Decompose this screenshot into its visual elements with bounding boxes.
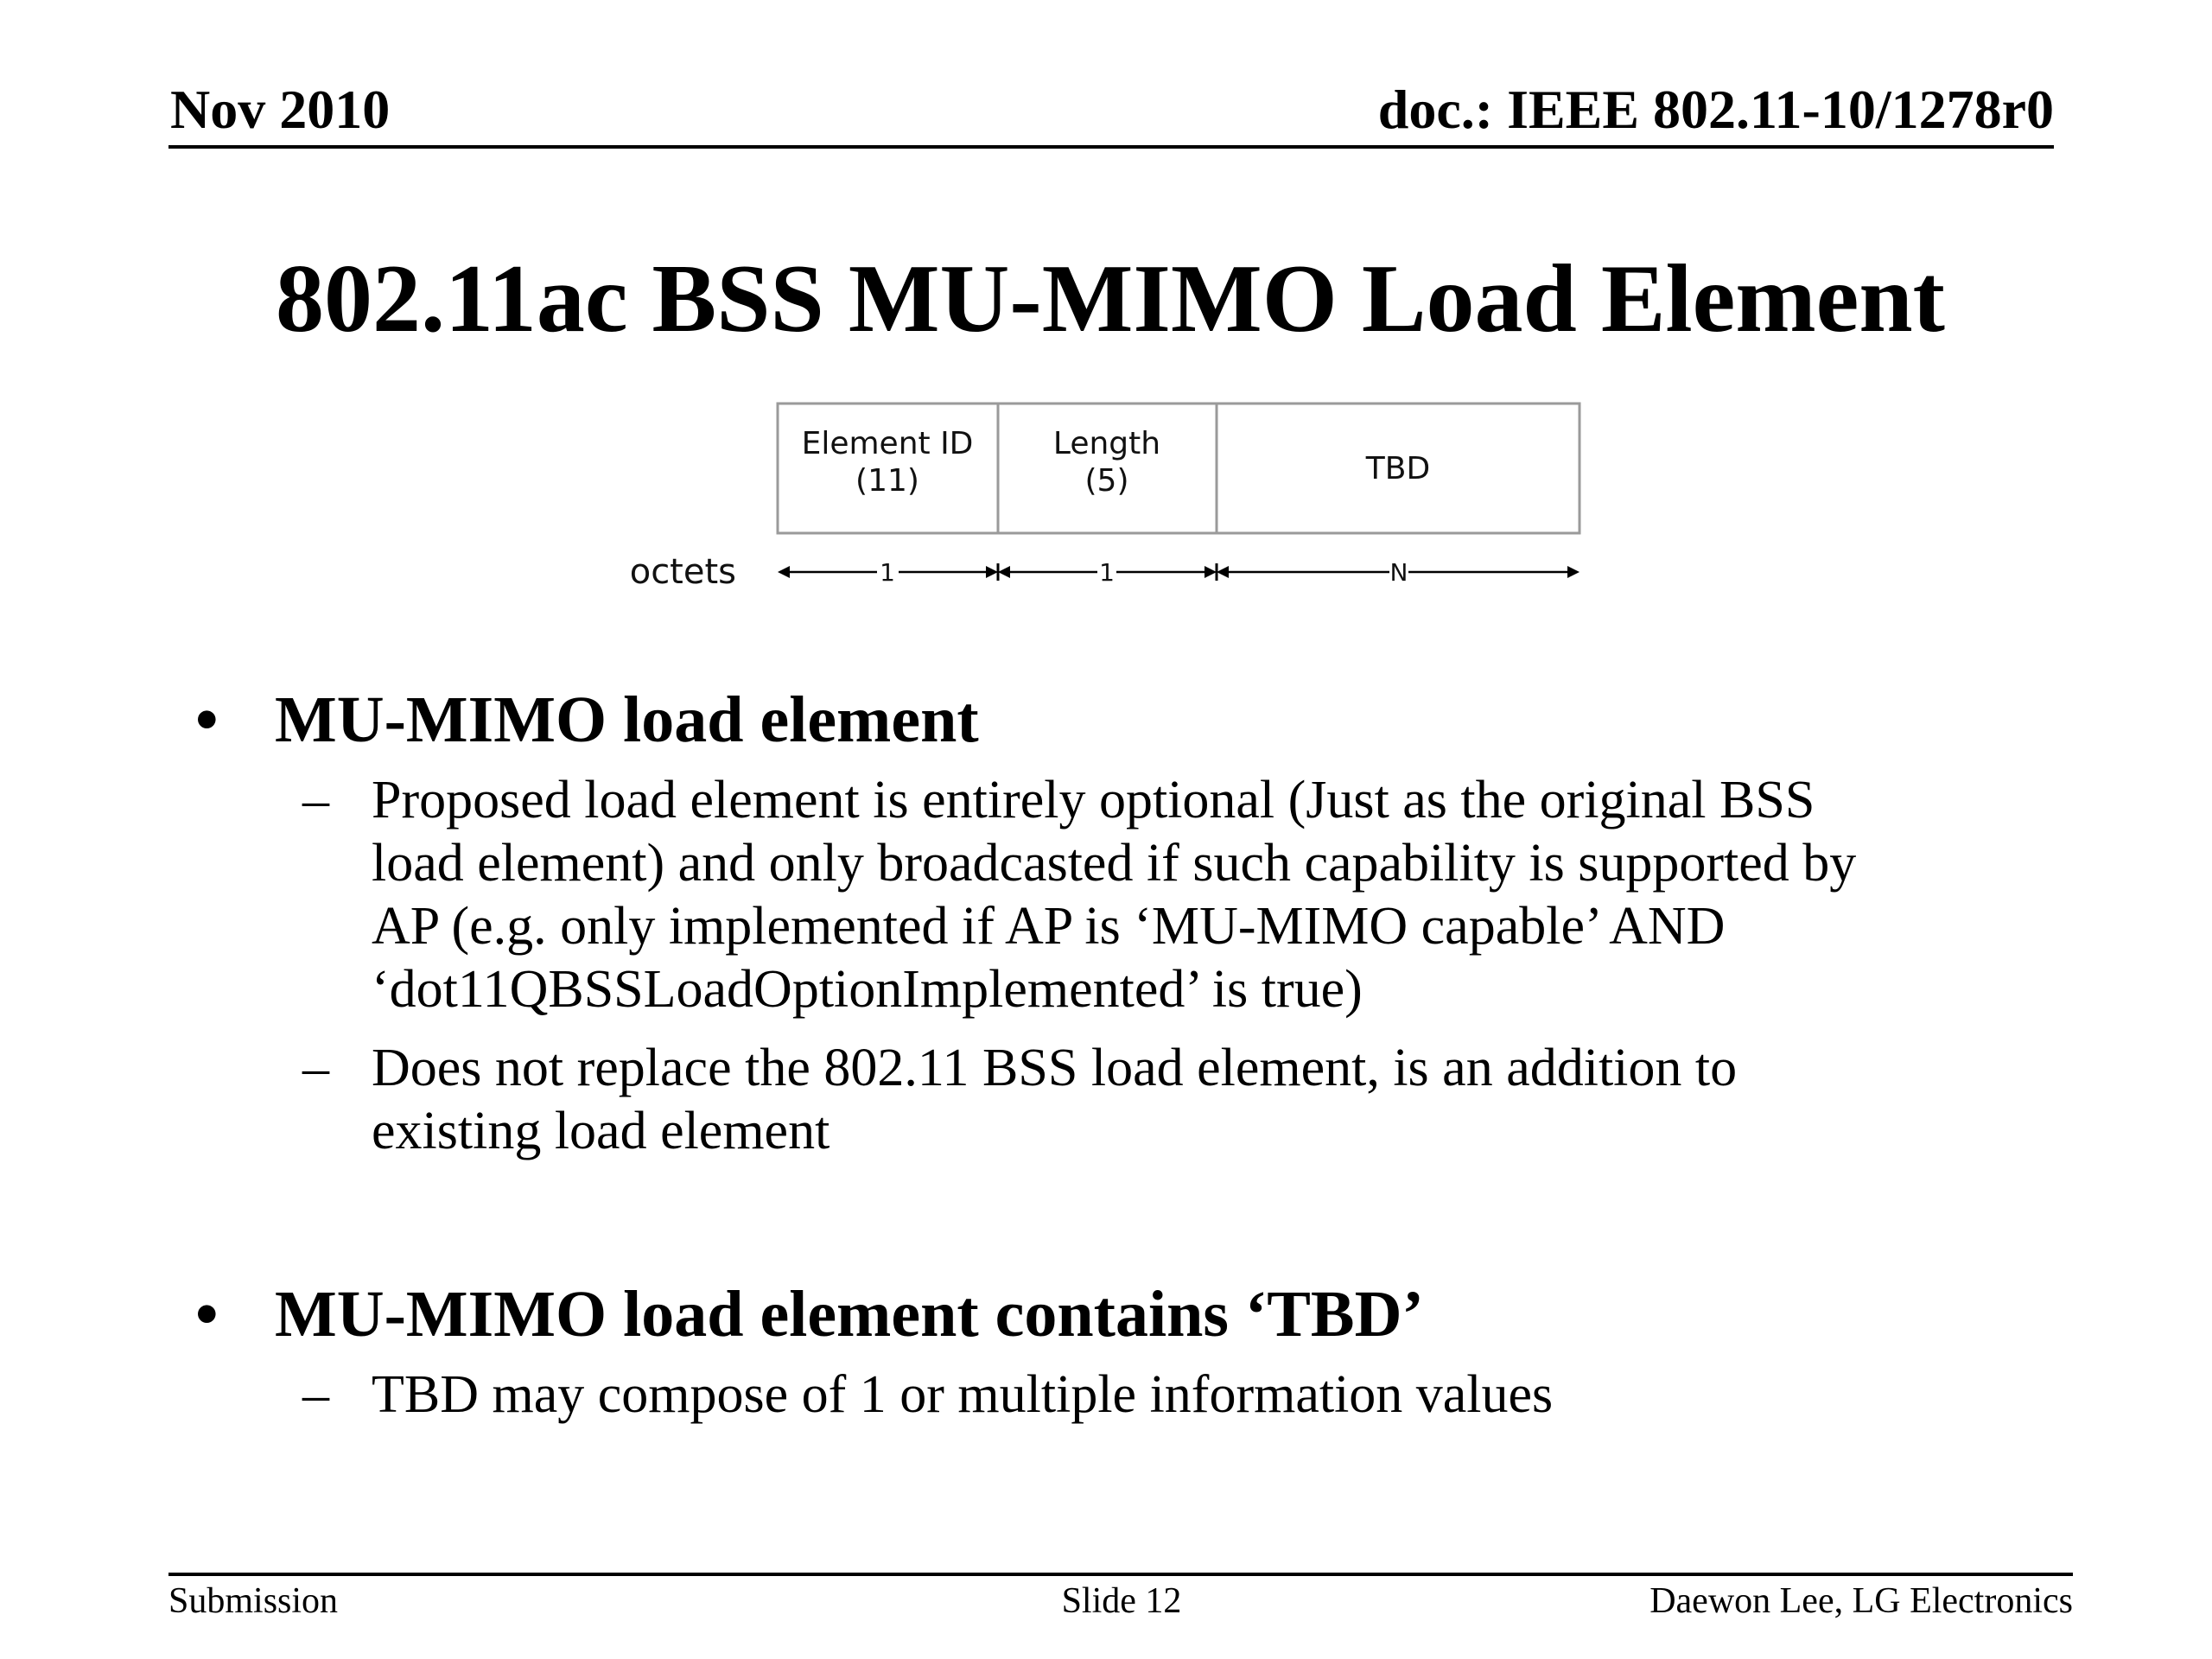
field-name-length: Length: [1052, 426, 1161, 461]
field-name-element-id: Element ID: [801, 426, 974, 461]
octets-label: octets: [629, 552, 736, 592]
dash-mark: –: [302, 771, 329, 830]
sub-bullet-line: Does not replace the 802.11 BSS load element, is an addition to: [372, 1039, 1738, 1097]
footer-submission: Submission: [168, 1581, 339, 1621]
arrow-head-icon: [986, 566, 998, 578]
header-doc-id: doc.: IEEE 802.11-10/1278r0: [1377, 79, 2054, 140]
footer-divider: [168, 1573, 2073, 1576]
bullet-text: MU-MIMO load element contains ‘TBD’: [275, 1278, 1424, 1351]
bullet-item: [195, 1278, 1424, 1351]
sub-bullet-line: Proposed load element is entirely optional (Just as the original BSS: [372, 771, 1815, 830]
arrow-head-icon: [778, 566, 790, 578]
field-value-length: (5): [1084, 463, 1129, 499]
field-name-tbd: TBD: [1365, 451, 1431, 486]
field-value-element-id: (11): [855, 463, 919, 499]
dash-mark: –: [302, 1039, 329, 1097]
arrow-head-icon: [1205, 566, 1217, 578]
bullet-text: MU-MIMO load element: [275, 683, 979, 756]
sub-bullet-item: [302, 1037, 1738, 1163]
sub-bullet-line: TBD may compose of 1 or multiple information values: [372, 1365, 1554, 1424]
slide-title: 802.11ac BSS MU-MIMO Load Element: [276, 245, 1945, 353]
arrow-head-icon: [1567, 566, 1580, 578]
header-divider: [168, 145, 2054, 149]
sub-bullet-line: existing load element: [372, 1102, 830, 1160]
bullet-item: [195, 683, 979, 756]
sub-bullet-line: ‘dot11QBSSLoadOptionImplemented’ is true): [372, 960, 1363, 1019]
octets-element-id: 1: [880, 558, 895, 587]
dash-mark: –: [302, 1365, 329, 1424]
sub-bullet-item: [302, 769, 1857, 1021]
octets-length: 1: [1099, 558, 1115, 587]
arrow-head-icon: [998, 566, 1010, 578]
bullet-mark: •: [195, 683, 219, 756]
octets-tbd: N: [1389, 558, 1408, 587]
sub-bullet-item: [302, 1363, 1554, 1427]
frame-format-diagram: [605, 393, 1599, 601]
footer-slide-number: Slide 12: [1061, 1581, 1182, 1621]
footer-author: Daewon Lee, LG Electronics: [1649, 1581, 2073, 1621]
sub-bullet-line: AP (e.g. only implemented if AP is ‘MU-MIMO capable’ AND: [372, 897, 1726, 956]
bullet-mark: •: [195, 1278, 219, 1351]
arrow-head-icon: [1217, 566, 1229, 578]
header-date: Nov 2010: [170, 79, 391, 140]
sub-bullet-line: load element) and only broadcasted if such capability is supported by: [372, 834, 1857, 893]
